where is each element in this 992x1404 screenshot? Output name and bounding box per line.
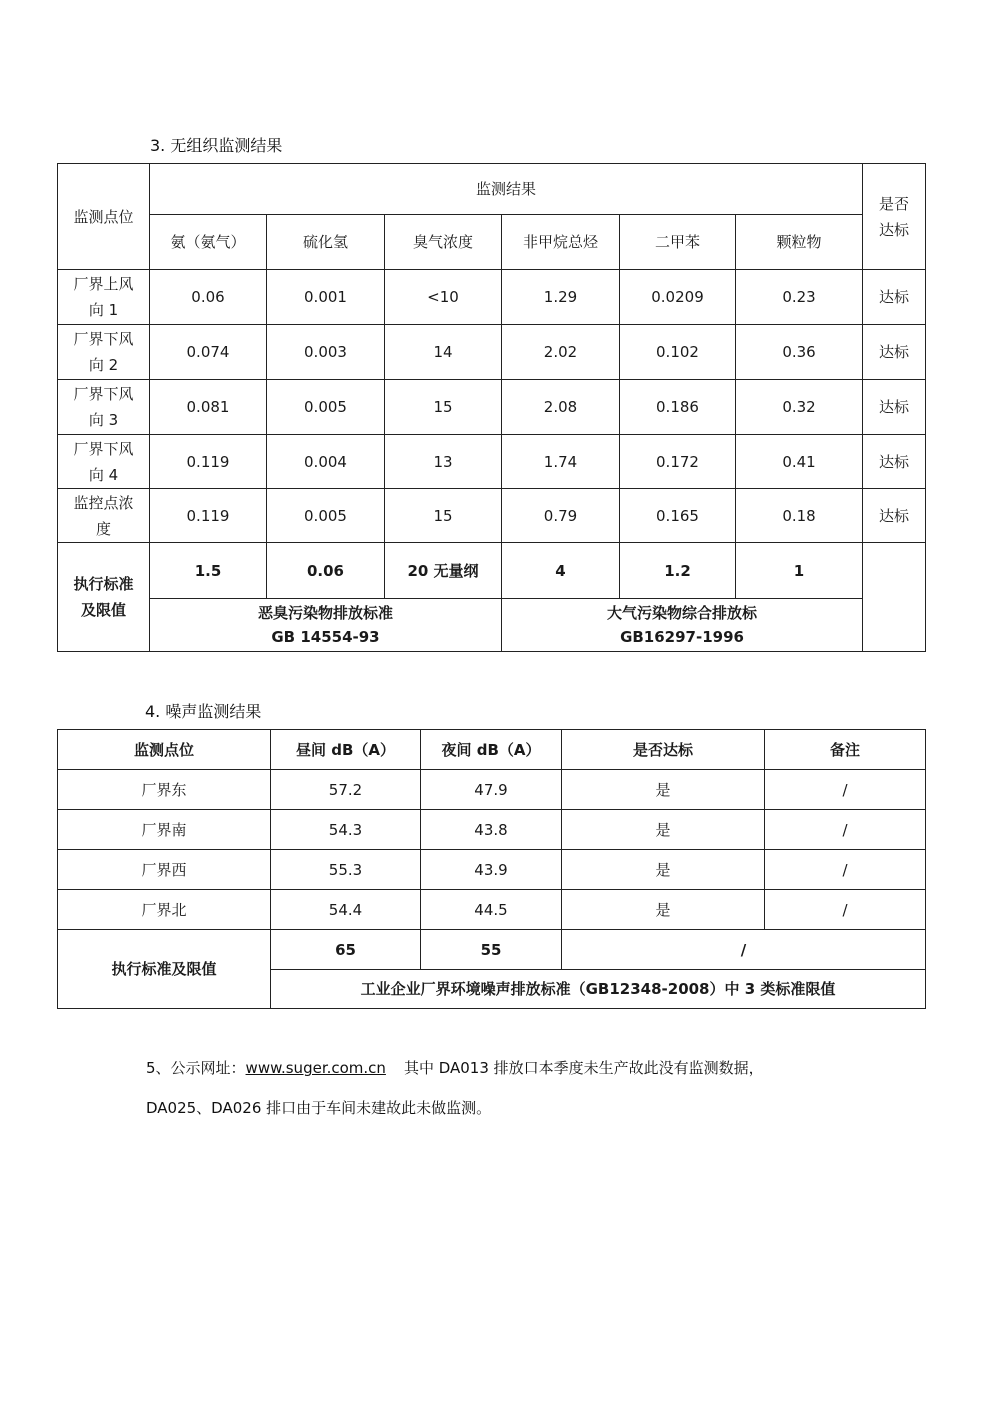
table-row [58,270,926,325]
noise-header: 是否达标 [562,730,765,770]
noise-day: 54.3 [271,810,421,850]
table-row [58,325,926,380]
noise-site: 厂界南 [58,810,271,850]
site-line1: 厂界下风 [73,439,134,458]
limit-cell: 1 [736,543,863,599]
standard-label [58,543,150,652]
noise-limit-day: 65 [271,930,421,970]
noise-remark: / [765,890,926,930]
pass-cell: 达标 [863,270,926,325]
noise-night: 43.8 [421,810,562,850]
noise-standard-desc: 工业企业厂界环境噪声排放标准（GB12348-2008）中 3 类标准限值 [271,970,926,1009]
pass-cell: 达标 [863,380,926,435]
table-row [58,810,926,850]
value-cell: 0.79 [502,489,620,543]
site-line1: 厂界下风 [73,330,134,348]
site-line2: 度 [95,519,111,538]
value-cell: 0.23 [736,270,863,325]
standard-odor-code: GB 14554-93 [271,628,380,646]
noise-header: 监测点位 [58,730,271,770]
noise-standard-label: 执行标准及限值 [58,930,271,1009]
noise-pass: 是 [562,810,765,850]
value-cell: 15 [385,380,502,435]
pass-empty-cell [863,543,926,652]
site-line2: 向 3 [88,411,119,429]
site-line1: 监控点浓 [73,493,134,512]
pollutant-header: 非甲烷总烃 [502,215,620,270]
table-row [58,435,926,489]
noise-pass: 是 [562,770,765,810]
value-cell: 13 [385,435,502,489]
limit-cell: 1.5 [150,543,267,599]
site-cell [58,435,150,489]
site-cell [58,270,150,325]
standard-air-name: 大气污染物综合排放标 [607,604,758,622]
value-cell: 0.119 [150,489,267,543]
site-cell [58,325,150,380]
standard-label-line1: 执行标准 [73,575,134,593]
standard-label-line2: 及限值 [80,601,126,619]
website-link[interactable]: www.suger.com.cn [245,1059,386,1077]
fugitive-emission-table [57,163,926,652]
value-cell: 15 [385,489,502,543]
pollutant-header: 二甲苯 [620,215,736,270]
noise-site: 厂界西 [58,850,271,890]
noise-limit-other: / [562,930,926,970]
value-cell: 1.74 [502,435,620,489]
noise-night: 44.5 [421,890,562,930]
standard-air [502,599,863,652]
table-row [58,489,926,543]
noise-limit-night: 55 [421,930,562,970]
noise-site: 厂界东 [58,770,271,810]
header-site: 监测点位 [58,164,150,270]
pollutant-header: 氨（氨气） [150,215,267,270]
value-cell: 0.005 [267,380,385,435]
noise-site: 厂界北 [58,890,271,930]
noise-header: 昼间 dB（A） [271,730,421,770]
noise-header: 备注 [765,730,926,770]
noise-pass: 是 [562,850,765,890]
value-cell: 14 [385,325,502,380]
value-cell: 0.001 [267,270,385,325]
value-cell: 0.186 [620,380,736,435]
site-line1: 厂界下风 [73,385,134,403]
value-cell: 0.165 [620,489,736,543]
note-text1: 其中 DA013 排放口本季度未生产故此没有监测数据， [403,1059,764,1077]
header-pass-line2: 达标 [879,220,910,239]
noise-remark: / [765,810,926,850]
value-cell: 0.003 [267,325,385,380]
pollutant-header: 臭气浓度 [385,215,502,270]
noise-day: 57.2 [271,770,421,810]
site-cell [58,380,150,435]
site-line1: 厂界上风 [73,275,134,293]
value-cell: 0.172 [620,435,736,489]
value-cell: 0.41 [736,435,863,489]
limit-cell: 20 无量纲 [385,543,502,599]
section4-heading: 4. 噪声监测结果 [145,702,262,721]
note-line2: DA025、DA026 排口由于车间未建故此未做监测。 [146,1099,492,1117]
noise-day: 55.3 [271,850,421,890]
noise-remark: / [765,770,926,810]
value-cell: 0.0209 [620,270,736,325]
pass-cell: 达标 [863,435,926,489]
value-cell: 2.08 [502,380,620,435]
value-cell: 0.102 [620,325,736,380]
limit-cell: 0.06 [267,543,385,599]
table-row [58,380,926,435]
noise-night: 43.9 [421,850,562,890]
noise-pass: 是 [562,890,765,930]
site-cell [58,489,150,543]
note-prefix: 5、公示网址： [146,1059,246,1077]
pass-cell: 达标 [863,325,926,380]
value-cell: 0.081 [150,380,267,435]
header-results: 监测结果 [150,164,863,215]
table-row [58,770,926,810]
standard-air-code: GB16297-1996 [620,628,744,646]
pollutant-header: 硫化氢 [267,215,385,270]
value-cell: 0.119 [150,435,267,489]
pollutant-header: 颗粒物 [736,215,863,270]
section3-heading: 3. 无组织监测结果 [150,136,283,155]
site-line2: 向 4 [88,465,119,484]
value-cell: 0.004 [267,435,385,489]
pass-cell: 达标 [863,489,926,543]
value-cell: 0.18 [736,489,863,543]
value-cell: 0.005 [267,489,385,543]
limit-cell: 4 [502,543,620,599]
value-cell: 0.06 [150,270,267,325]
limit-cell: 1.2 [620,543,736,599]
noise-table [57,729,926,1009]
noise-remark: / [765,850,926,890]
value-cell: 0.36 [736,325,863,380]
noise-header: 夜间 dB（A） [421,730,562,770]
value-cell: 2.02 [502,325,620,380]
standard-odor-name: 恶臭污染物排放标准 [257,604,393,622]
value-cell: 0.32 [736,380,863,435]
value-cell: <10 [385,270,502,325]
noise-night: 47.9 [421,770,562,810]
site-line2: 向 2 [88,356,119,374]
note-line1 [146,1058,946,1078]
header-pass [863,164,926,270]
noise-day: 54.4 [271,890,421,930]
standard-odor [150,599,502,652]
site-line2: 向 1 [88,301,119,319]
header-pass-line1: 是否 [879,194,910,213]
value-cell: 1.29 [502,270,620,325]
table-row [58,890,926,930]
table-row [58,850,926,890]
value-cell: 0.074 [150,325,267,380]
